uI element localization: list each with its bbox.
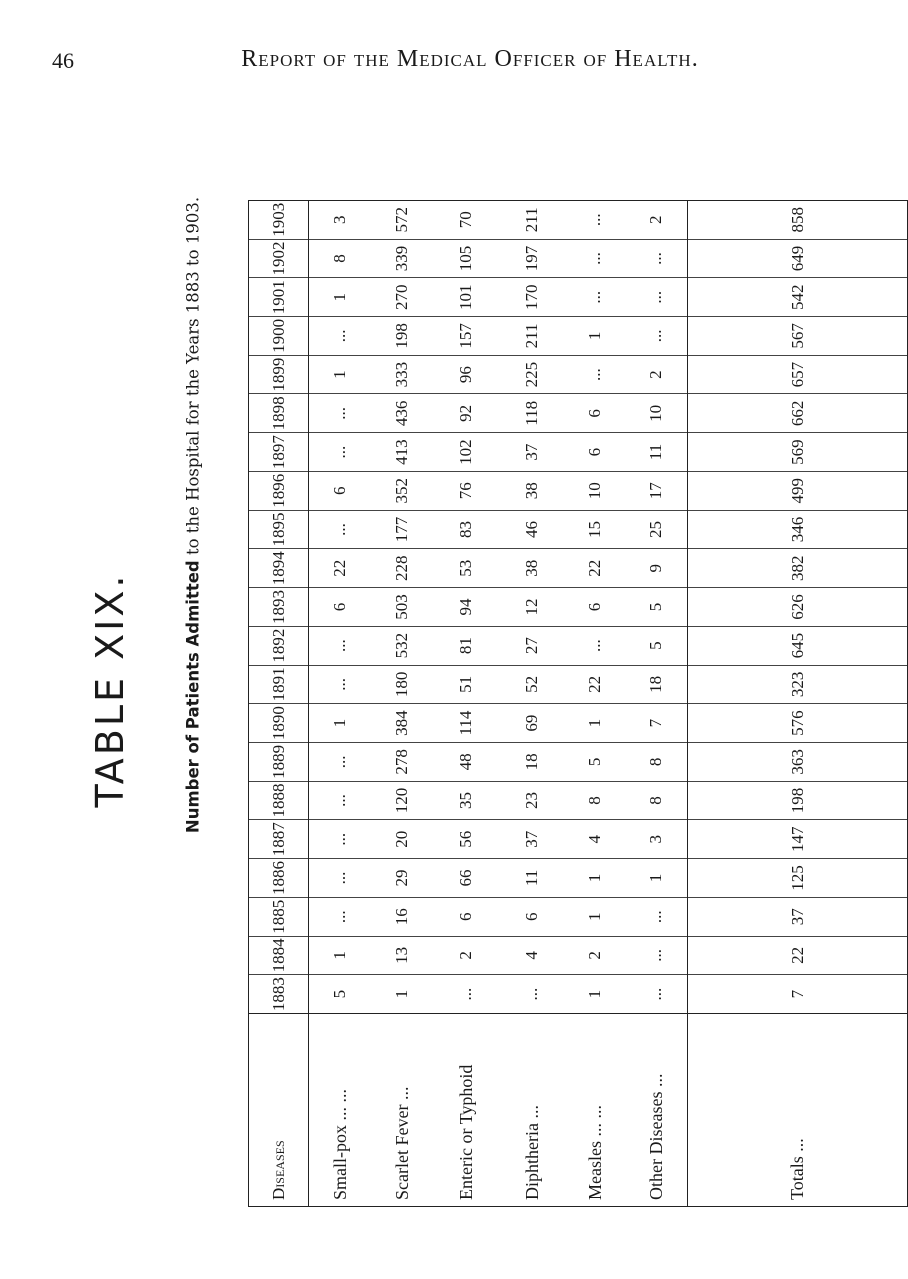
value-cell: 12 <box>499 588 565 627</box>
year-header-cell: 1902 <box>249 240 308 279</box>
value-cell: 25 <box>625 511 687 550</box>
value-cell: 92 <box>433 395 499 434</box>
value-cell: 1 <box>392 989 411 999</box>
year-header-cells <box>249 201 308 1013</box>
value-cell: 96 <box>433 356 499 395</box>
year-header-cell: 1903 <box>249 201 308 240</box>
value-cell: ... <box>309 666 371 705</box>
table-header-row <box>249 201 309 1206</box>
value-cell: 13 <box>371 937 433 976</box>
value-cell: 157 <box>433 317 499 356</box>
value-cell: 1 <box>309 704 371 743</box>
row-cells <box>565 201 625 1013</box>
year-header-cell: 1900 <box>249 317 308 356</box>
value-cell: 22 <box>565 666 625 705</box>
total-cell: 363 <box>688 743 907 782</box>
value-cell: 38 <box>499 472 565 511</box>
value-cell: 18 <box>625 666 687 705</box>
value-cell: ... <box>565 240 625 279</box>
value-cell: 38 <box>499 549 565 588</box>
value-cell: 7 <box>625 704 687 743</box>
value-cell: 436 <box>371 395 433 434</box>
value-cell: 11 <box>499 859 565 898</box>
value-cell: 6 <box>309 588 371 627</box>
totals-row <box>687 201 907 1206</box>
value-cell: 105 <box>433 240 499 279</box>
value-cell: 6 <box>309 472 371 511</box>
value-cell: ... <box>565 278 625 317</box>
total-cell: 198 <box>688 782 907 821</box>
row-label: Measles ... ... <box>565 1013 625 1206</box>
value-cell: 102 <box>433 433 499 472</box>
value-cell: ... <box>309 782 371 821</box>
value-cell: 2 <box>625 201 687 240</box>
year-header-cell: 1898 <box>249 395 308 434</box>
value-cell: ... <box>309 820 371 859</box>
row-cells <box>309 201 371 1013</box>
value-cell: 3 <box>625 820 687 859</box>
value-cell: 170 <box>499 278 565 317</box>
value-cell: ... <box>309 317 371 356</box>
value-cell: 198 <box>371 317 433 356</box>
year-header-cell: 1895 <box>249 511 308 550</box>
value-cell: ... <box>522 987 541 1001</box>
value-cell: 278 <box>371 743 433 782</box>
year-header-cell: 1891 <box>249 666 308 705</box>
total-cell: 542 <box>688 278 907 317</box>
year-header-cell: 1890 <box>249 704 308 743</box>
total-cell: 147 <box>688 820 907 859</box>
value-cell: ... <box>625 278 687 317</box>
value-cell: 17 <box>625 472 687 511</box>
value-cell: 572 <box>371 201 433 240</box>
total-cell: 22 <box>688 937 907 976</box>
total-cell: 649 <box>688 240 907 279</box>
total-cell: 576 <box>688 704 907 743</box>
row-label: Scarlet Fever ... <box>371 1013 433 1206</box>
value-cell: 1 <box>309 937 371 976</box>
value-cell: 1 <box>625 859 687 898</box>
value-cell: 1 <box>309 356 371 395</box>
year-header-cell: 1899 <box>249 356 308 395</box>
value-cell: ... <box>646 987 665 1001</box>
value-cell: 118 <box>499 395 565 434</box>
value-cell: 8 <box>565 782 625 821</box>
value-cell: 22 <box>565 549 625 588</box>
year-header-cell: 1883 <box>268 977 288 1012</box>
value-cell: 114 <box>433 704 499 743</box>
year-header-cell: 1887 <box>249 820 308 859</box>
table-row <box>371 201 433 1206</box>
value-cell: 211 <box>499 201 565 240</box>
value-cell: 1 <box>309 278 371 317</box>
value-cell: ... <box>625 937 687 976</box>
year-header-cell: 1893 <box>249 588 308 627</box>
total-cell: 626 <box>688 588 907 627</box>
value-cell: 16 <box>371 898 433 937</box>
value-cell: 4 <box>565 820 625 859</box>
value-cell: 8 <box>625 743 687 782</box>
value-cell: ... <box>625 317 687 356</box>
row-label: Enteric or Typhoid <box>433 1013 499 1206</box>
value-cell: 23 <box>499 782 565 821</box>
value-cell: 1 <box>565 859 625 898</box>
year-header-cell: 1901 <box>249 278 308 317</box>
value-cell: 10 <box>565 472 625 511</box>
value-cell: 48 <box>433 743 499 782</box>
value-cell: 177 <box>371 511 433 550</box>
table-row <box>309 201 371 1206</box>
total-cell: 323 <box>688 666 907 705</box>
value-cell: 83 <box>433 511 499 550</box>
value-cell: 29 <box>371 859 433 898</box>
value-cell: ... <box>309 433 371 472</box>
total-cell: 657 <box>688 356 907 395</box>
total-cell: 382 <box>688 549 907 588</box>
value-cell: 70 <box>433 201 499 240</box>
value-cell: 53 <box>433 549 499 588</box>
value-cell: 10 <box>625 395 687 434</box>
table-row <box>565 201 625 1206</box>
total-cell: 7 <box>787 989 807 999</box>
page-number: 46 <box>52 48 74 73</box>
total-cell: 125 <box>688 859 907 898</box>
total-cell: 569 <box>688 433 907 472</box>
value-cell: 120 <box>371 782 433 821</box>
totals-label: Totals ... <box>688 1013 907 1206</box>
total-cell: 858 <box>688 201 907 240</box>
diseases-header: Diseases <box>249 1013 308 1206</box>
caption-bold: Number of Patients Admitted <box>183 560 203 834</box>
value-cell: 1 <box>585 989 604 999</box>
year-header-cell: 1885 <box>249 898 308 937</box>
value-cell: 6 <box>565 433 625 472</box>
value-cell: 5 <box>625 588 687 627</box>
value-cell: 352 <box>371 472 433 511</box>
year-header-cell: 1889 <box>249 743 308 782</box>
table-row <box>625 201 687 1206</box>
value-cell: 8 <box>625 782 687 821</box>
year-header-cell: 1892 <box>249 627 308 666</box>
value-cell: 20 <box>371 820 433 859</box>
row-cells <box>371 201 433 1013</box>
value-cell: 4 <box>499 937 565 976</box>
value-cell: 11 <box>625 433 687 472</box>
table-row <box>499 201 565 1206</box>
row-label: Diphtheria ... <box>499 1013 565 1206</box>
totals-cells <box>688 201 907 1013</box>
value-cell: 8 <box>309 240 371 279</box>
value-cell: 197 <box>499 240 565 279</box>
value-cell: 2 <box>433 937 499 976</box>
value-cell: ... <box>565 356 625 395</box>
total-cell: 567 <box>688 317 907 356</box>
value-cell: 1 <box>565 317 625 356</box>
value-cell: 27 <box>499 627 565 666</box>
value-cell: 225 <box>499 356 565 395</box>
value-cell: 51 <box>433 666 499 705</box>
total-cell: 37 <box>688 898 907 937</box>
value-cell: 52 <box>499 666 565 705</box>
total-cell: 662 <box>688 395 907 434</box>
value-cell: 1 <box>565 898 625 937</box>
total-cell: 346 <box>688 511 907 550</box>
year-header-cell: 1896 <box>249 472 308 511</box>
table-caption <box>184 197 203 833</box>
year-header-cell: 1884 <box>249 937 308 976</box>
value-cell: ... <box>565 627 625 666</box>
value-cell: 503 <box>371 588 433 627</box>
value-cell: 333 <box>371 356 433 395</box>
value-cell: 2 <box>565 937 625 976</box>
running-title: Report of the Medical Officer of Health. <box>241 46 699 72</box>
value-cell: 211 <box>499 317 565 356</box>
caption-rest: to the Hospital for the Years 1883 to 1903. <box>183 196 203 561</box>
value-cell: 9 <box>625 549 687 588</box>
value-cell: 228 <box>371 549 433 588</box>
value-cell: 5 <box>330 989 349 999</box>
value-cell: 94 <box>433 588 499 627</box>
row-cells <box>625 201 687 1013</box>
row-cells <box>433 201 499 1013</box>
value-cell: 384 <box>371 704 433 743</box>
row-label: Small-pox ... ... <box>309 1013 371 1206</box>
value-cell: 81 <box>433 627 499 666</box>
value-cell: 180 <box>371 666 433 705</box>
row-cells <box>499 201 565 1013</box>
value-cell: 66 <box>433 859 499 898</box>
year-header-cell: 1894 <box>249 549 308 588</box>
table-row <box>433 201 499 1206</box>
admissions-table <box>248 200 908 1207</box>
value-cell: ... <box>456 987 475 1001</box>
value-cell: 413 <box>371 433 433 472</box>
value-cell: 6 <box>565 588 625 627</box>
value-cell: 56 <box>433 820 499 859</box>
value-cell: 1 <box>565 704 625 743</box>
value-cell: 18 <box>499 743 565 782</box>
year-header-cell: 1897 <box>249 433 308 472</box>
admissions-table-wrapper <box>248 200 908 1207</box>
value-cell: 5 <box>565 743 625 782</box>
value-cell: 3 <box>309 201 371 240</box>
year-header-cell: 1888 <box>249 782 308 821</box>
value-cell: 15 <box>565 511 625 550</box>
value-cell: 339 <box>371 240 433 279</box>
value-cell: 101 <box>433 278 499 317</box>
value-cell: 6 <box>433 898 499 937</box>
value-cell: 532 <box>371 627 433 666</box>
value-cell: 76 <box>433 472 499 511</box>
value-cell: 6 <box>499 898 565 937</box>
year-header-cell: 1886 <box>249 859 308 898</box>
value-cell: ... <box>309 859 371 898</box>
table-label: TABLE XIX. <box>88 572 132 808</box>
value-cell: ... <box>565 201 625 240</box>
value-cell: 2 <box>625 356 687 395</box>
row-label: Other Diseases ... <box>625 1013 687 1206</box>
value-cell: 270 <box>371 278 433 317</box>
total-cell: 645 <box>688 627 907 666</box>
page-header <box>0 40 800 80</box>
value-cell: ... <box>309 511 371 550</box>
value-cell: 22 <box>309 549 371 588</box>
value-cell: 37 <box>499 433 565 472</box>
total-cell: 499 <box>688 472 907 511</box>
value-cell: ... <box>309 395 371 434</box>
value-cell: ... <box>625 898 687 937</box>
value-cell: ... <box>309 898 371 937</box>
value-cell: ... <box>625 240 687 279</box>
value-cell: 37 <box>499 820 565 859</box>
value-cell: 6 <box>565 395 625 434</box>
value-cell: ... <box>309 743 371 782</box>
value-cell: ... <box>309 627 371 666</box>
value-cell: 5 <box>625 627 687 666</box>
value-cell: 69 <box>499 704 565 743</box>
value-cell: 35 <box>433 782 499 821</box>
value-cell: 46 <box>499 511 565 550</box>
